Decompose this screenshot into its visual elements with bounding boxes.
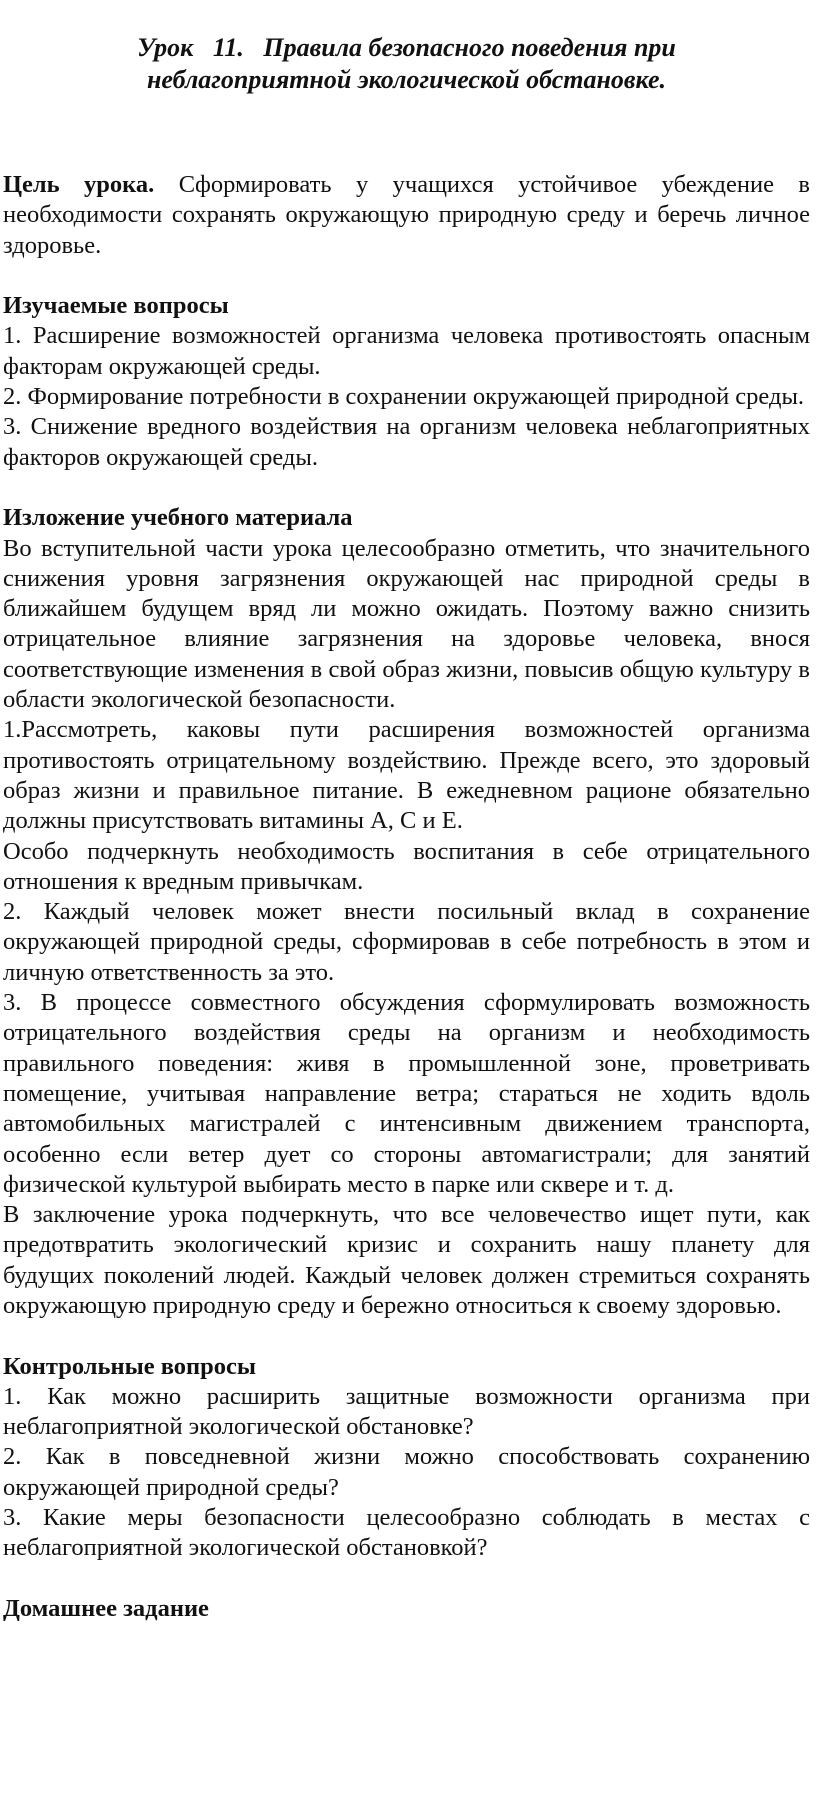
material-conclusion-paragraph: В заключение урока подчеркнуть, что все человечество ищет пути, как предотвратить экологический кризис и сохранить нашу планету для будущих поколений людей. Каждый человек должен стремиться сохранять окружающую природную среду и бережно относиться к своему здоровью.	[3, 1201, 810, 1319]
lesson-goal	[3, 170, 810, 261]
material-heading: Изложение учебного материала	[3, 504, 353, 532]
control-questions-section	[3, 1352, 810, 1564]
page-title-line-1: Урок 11. Правила безопасного поведения при	[137, 33, 676, 62]
spacer	[3, 1564, 810, 1594]
page-title-line-2: неблагоприятной экологической обстановке.	[147, 65, 666, 94]
control-questions-heading: Контрольные вопросы	[3, 1352, 257, 1380]
spacer	[3, 1321, 810, 1351]
control-question-3: 3. Какие меры безопасности целесообразно соблюдать в местах с неблагоприятной экологической обстановкой?	[3, 1504, 810, 1562]
studied-question-2: 2. Формирование потребности в сохранении окружающей природной среды.	[3, 383, 805, 411]
control-question-1: 1. Как можно расширить защитные возможности организма при неблагоприятной экологической обстановке?	[3, 1382, 810, 1441]
control-question-2: 2. Как в повседневной жизни можно способствовать сохранению окружающей природной среды?	[3, 1443, 810, 1501]
studied-question-1: 1. Расширение возможностей организма человека противостоять опасным факторам окружающей среды.	[3, 322, 810, 380]
lesson-goal-label: Цель урока.	[3, 171, 155, 198]
material-section	[3, 503, 810, 1321]
material-point-3: 3. В процессе совместного обсуждения сформулировать возможность отрицательного воздействия среды на организм и необходимость правильного поведения: живя в промышленной зоне, проветривать помещение, учитывая направление ветра; стараться не ходить вдоль автомобильных магистралей с интенсивным движением транспорта, особенно если ветер дует со стороны автомагистрали; для занятий физической культурой выбирать место в парке или сквере и т. д.	[3, 989, 810, 1198]
material-point-2: 2. Каждый человек может внести посильный вклад в сохранение окружающей природной среды, сформировав в себе потребность в этом и личную ответственность за это.	[3, 898, 810, 986]
studied-questions-section	[3, 291, 810, 473]
spacer	[3, 261, 810, 291]
material-intro-paragraph: Во вступительной части урока целесообразно отметить, что значительного снижения уровня загрязнения окружающей нас природной среды в ближайшем будущем вряд ли можно ожидать. Поэтому важно снизить отрицательное влияние загрязнения на здоровье человека, внося соответствующие изменения в свой образ жизни, повысив общую культуру в области экологической безопасности.	[3, 534, 810, 714]
homework-section	[3, 1594, 810, 1624]
studied-question-3: 3. Снижение вредного воздействия на организм человека неблагоприятных факторов окружающей среды.	[3, 413, 810, 471]
material-point-1: 1.Рассмотреть, каковы пути расширения возможностей организма противостоять отрицательному воздействию. Прежде всего, это здоровый образ жизни и правильное питание. В ежедневном рационе обязательно должны присутствовать витамины А, С и Е.	[3, 716, 810, 835]
homework-heading: Домашнее задание	[3, 1594, 209, 1622]
lesson-goal-text: Сформировать у учащихся устойчивое убеждение в необходимости сохранять окружающую природную среду и беречь личное здоровье.	[3, 171, 810, 259]
spacer	[3, 473, 810, 503]
page-title	[3, 30, 810, 96]
studied-questions-heading: Изучаемые вопросы	[3, 292, 229, 320]
material-habits-paragraph: Особо подчеркнуть необходимость воспитания в себе отрицательного отношения к вредным привычкам.	[3, 837, 810, 895]
